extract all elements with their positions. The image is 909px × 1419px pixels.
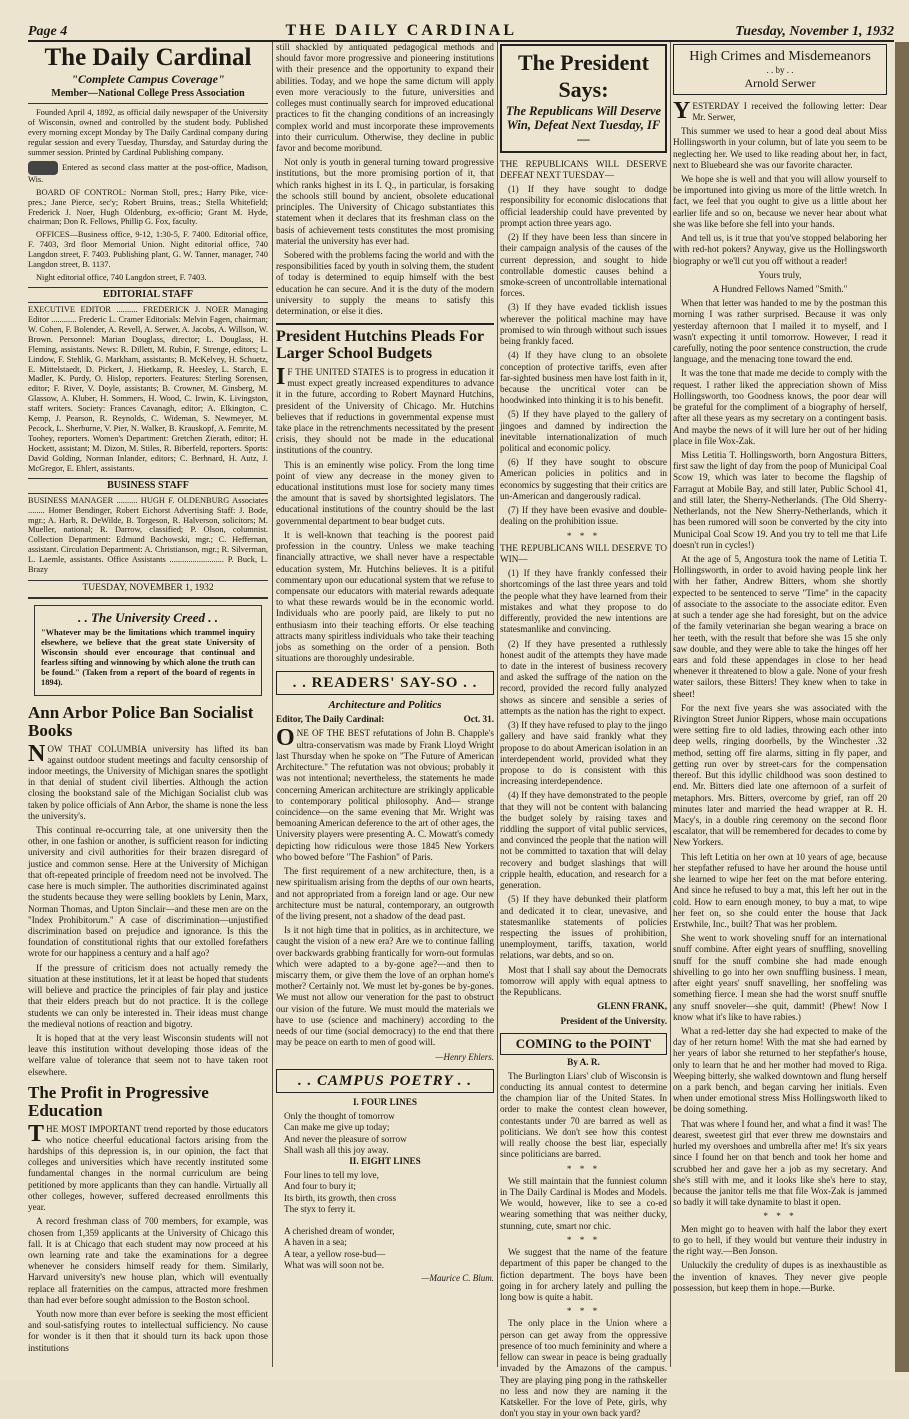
editorial-staff-heading: EDITORIAL STAFF <box>28 287 268 303</box>
column-paragraph: For the next five years she was associated with the Rivington Street Junior Rippers, whose main occupations were setting fire to old ladies, throwing each other into deep wells, ringing doorbells, by the Winchester .32 method, setting off fire alarms, sitting in fly paper, and getting run over by street-cars for the compensation thereof. But this idyllic childhood was soon destined to end. Mr. Bitters died late one afternoon of a surfeit of metaphors. Mrs. Bitters, overcome by grief, ran off 20 minutes later and married the head wrapper at R. H. Macy's, in a double ring ceremony on the second floor escalator, that will be remembered for decades to come by New Yorkers. <box>673 702 887 848</box>
list-item: (3) If they have refused to play to the jingo gallery and have said frankly what they propose to do about American isolation in an interdependent world, provided what they propose to do is consistent with this increasing interdependence. <box>500 720 667 787</box>
column-paragraph: It was the tone that made me decide to comply with the request. I rather liked the appreciation shown of Miss Hollingsworth, too Goodness knows, the poor dear will be grateful for the compliment of a biography of herself, after all these years as my secretary on a contingent basis. And maybe the news of it will lure her out of her hiding place in file Wox-Zak. <box>673 368 887 446</box>
list-item: (1) If they have sought to dodge responsibility for economic dislocations that official leadership could have prevented by prompt action three years ago. <box>500 184 667 228</box>
poem-line: Shall wash all this joy away. <box>284 1144 389 1155</box>
creed-title: . . The University Creed . . <box>77 609 219 625</box>
profit-p2: A record freshman class of 700 members, for example, was chosen from 1,359 applicants at the University of Chicago this fall. It is at Chicago that each student may now proceed at his own learning rate and take the examinations for a degree whenever he considers himself ready for them. Similarly, Harvard university's new house plan, which will eventually replace all fraternities on the campus, attracted more freshmen than had ever before sought admission to the Boston school. <box>28 1216 268 1305</box>
hutchins-p3: It is well-known that teaching is the poorest paid profession in the country. Unless we make teaching financially attractive, we shall never have a respectable education system, Mr. Hutchins believes. It is a pitiful commentary upon our educational system that we refuse to compensate our educators with material rewards adequate to what these rewards would be in the economic world. Individuals who are poorly paid, are likely to put no enthusiasm into their teaching efforts. Or else teaching attracts many spiritless individuals who take their teaching jobs as something on the order of a pension. Both situations are thoroughly undesirable. <box>276 529 494 664</box>
creed-text: "Whatever may be the limitations which trammel inquiry elsewhere, we believe that the great state University of Wisconsin should ever encourage that continual and fearless sifting and winnowing by which alone the truth can be found." (Taken from a report of the board of regents in 1894). <box>41 628 255 687</box>
column-3 <box>500 42 667 1419</box>
architecture-p2: The first requirement of a new architecture, then, is a new spiritualism arising from the depths of our own hearts, and not appropriated from a foreign land or age. Our new architecture must be natural, contemporary, an outgrowth of the living present, not a shadow of the dead past. <box>276 866 494 921</box>
profit-cont-p1: still shackled by antiquated pedagogical methods and should favor more progressive and pioneering institutions with their presence and the opportunity to expand their abilities. Today, and we hope the same dictum will apply even more veraciously to the future, universities and colleges must continually search for improved educational practices to fit the changing conditions of an increasingly complex world and must incorporate these improvements into their curriculum. Otherwise, they decline in public favor and become moribund. <box>276 42 494 153</box>
poem-line: What was will soon not be. <box>284 1259 385 1270</box>
separator: * * * <box>566 1234 601 1245</box>
hutchins-headline: President Hutchins Pleads For Larger School Budgets <box>276 323 494 363</box>
president-says-heading: The President Says: <box>518 50 649 102</box>
column-1 <box>28 42 268 1372</box>
page-edge <box>895 42 909 1372</box>
quote-burke: Unluckily the credulity of dupes is as inexhaustible as the invention of knaves. They never give people possession, but keep them in hope.—Burke. <box>673 1260 887 1293</box>
architecture-heading: Architecture and Politics <box>328 698 442 711</box>
ann-arbor-p3: If the pressure of criticism does not actually remedy the situation at these institutions, let it at least be hoped that students will believe and practice the principles of fair play and justice that their elders preach but do not practice. It is the college students we can only be interested in. Their ideas must change the medieval notions of reaction and bigotry. <box>28 962 268 1029</box>
paper-motto: "Complete Campus Coverage" <box>71 71 225 86</box>
ann-arbor-p1-text: OW THAT COLUMBIA university has lifted its ban against outdoor student meetings and faculty censorship of indoor meetings, the University of Michigan snares the spotlight in that denial of student civil liberties. Although the action closing the bookstand sale of the Michigan Socialist club was taken by police officials of Ann Arbor, the shame is none the less the university's. <box>28 743 268 821</box>
point-paragraph: We suggest that the name of the feature department of this paper be changed to the fiction department. The boys have been going in for archery lately and pulling the long bow is quite a habit. <box>500 1247 667 1302</box>
crimes-box <box>673 44 887 95</box>
offices-note: OFFICES—Business office, 9-12, 1:30-5, F. 7400. Editorial office, F. 7403, 3rd floor Memorial Union. Night editorial office, 740 Langdon street, F. 7403. Publishing plant, G. W. Tanner, manager, 740 Langdon street, B. 1137. <box>28 230 268 270</box>
entry-note <box>28 161 268 185</box>
list-item: (4) If they have demonstrated to the people that they will not be content with balancing the budget solely by raising taxes and riddling the support of vital public services, and convinced the people that the nation will not be committed to taxation that will delay recovery and budget slashings that will cripple health, education, and research for a generation. <box>500 790 667 891</box>
entry-text: Entered as second class matter at the post-office, Madison, Wis. <box>28 162 268 184</box>
poem-2 <box>276 1170 494 1271</box>
win-items <box>500 568 667 961</box>
letter-p1 <box>673 97 887 124</box>
date-line: TUESDAY, NOVEMBER 1, 1932 <box>28 580 268 599</box>
salutation-text: Editor, The Daily Cardinal: <box>276 714 385 725</box>
poem-1-title: I. FOUR LINES <box>352 1096 418 1107</box>
president-says-subhead: The Republicans Will Deserve Win, Defeat Next Tuesday, IF— <box>505 103 662 147</box>
letter-sign-2: A Hundred Fellows Named "Smith." <box>712 283 848 294</box>
list-item: (5) If they have played to the gallery of jingoes and damned by indirection the inevitable internationalization of much political and economic policy. <box>500 409 667 454</box>
night-office: Night editorial office, 740 Langdon street, F. 7403. <box>36 273 207 282</box>
seal-icon <box>28 161 58 175</box>
ann-arbor-p4: It is hoped that at the very least Wisconsin students will not leave this institution without developing those ideas of the welfare value of tolerance that seem not to have taken root elsewhere. <box>28 1032 268 1077</box>
poem-line <box>284 1215 494 1226</box>
point-paragraph: The Burlington Liars' club of Wisconsin is conducting its annual contest to determine the champion liar of the United States. In order to make the contest clean however, contestants under 70 are barred as well as politicians. We don't see how this contest will really choose the best liar, especially since politicians are barred. <box>500 1070 667 1160</box>
point-paragraphs <box>500 1071 667 1419</box>
membership-line: Member—National College Press Association <box>28 88 268 104</box>
letter-salutation <box>276 714 494 725</box>
business-staff-list: BUSINESS MANAGER .......... HUGH F. OLDENBURG Associates ........ Homer Bendinger, Robert Eichorst Advertising Staff: J. Bode, mgr.; A. Harb, R. DeWilde, B. Torgeson, R. Halverson, solicitors; M. Mueller, national; R. Darrow, classified; P. Olson, columnist. Collection Department: Edmund Bachowski, mgr.; C. Heffernan, assistant. Circulation Department: A. Christianson, mgr.; R. Silverman, L. Laemle, assistants. Office Assistants .......................... P. Buck, L. Brazy <box>28 495 268 575</box>
list-item: (2) If they have been less than sincere in their campaign analysis of the causes of the current depression, and sought to hide controllable domestic causes behind a smoke-screen of uncontrollable international forces. <box>500 232 667 299</box>
letter-p4: And tell us, is it true that you've stopped belaboring her with red-hot pokers? Anyway, give us the Hollingsworth biography or we'll cut you off without a reader! <box>673 233 887 266</box>
point-byline: By A. R. <box>567 1056 600 1067</box>
list-item: (2) If they have presented a ruthlessly honest audit of the attempts they have made to date in the interest of business recovery and asked the suffrage of the nation on the record, provided the record fully analyzed shows as sincere and sensible a series of attempts as the nation has the right to expect. <box>500 638 667 716</box>
editorial-staff-list: EXECUTIVE EDITOR .......... FREDERICK J. NOER Managing Editor ............ Frederic L. Cramer Editorials: Melvin Fagen, chairman; W. Cohen, F. Bolender, A. Revell, A. Serwer, A. Jacobs, A. Willson, W. Brown. Personnel: Marian Douglass, director; L. Douglass, H. Fleming, assistants. News: R. Dillett, M. Rubin, F. Strenge, editors; L. Lindow, F. Stehlik, G. Markham, assistants; B. McKelvey, H. Schuetz, E. Mittelstaedt, D. Pickert, J. Hietkamp, R. Heesley, L. Starch, E. Madler, K. Purdy, O. Hislop, reporters. Features: Sterling Sorensen, editor; F. River, V. Doyle, assistants; B. Crowner, M. Ginsberg, M. Glassow, A. Kluber, H. Sommers, H. Wood, C. Irwin, K. Livingston, staff writers. Society: Frances Cavanagh, editor; A. Elkington, C. Kemp, J. Pearson, R. Reynolds, C. Wideman, S. Newmeyer, M. Pecock, L. Sherburne, V. Pier, N. Walker, B. Krauskopf, A. Femrite, M. Toohey, reporters. Women's Department: Gretchen Zierath, editor; H. Hockett, assistant; M. Dizon, M. Stiles, R. Biberfeld, reporters. Sports: David Golding, Norman Inlander, editors; C. Berhnard, H. Autz, J. McGregor, E. Ehlert, assistants. <box>28 305 268 473</box>
profit-p3: Youth now more than ever before is seeking the most efficient and soul-satisfying routes to intellectual sufficiency. No cause for wonder is it then that it should turn its back upon those institutions <box>28 1309 268 1353</box>
profit-headline: The Profit in Progressive Education <box>28 1082 209 1120</box>
architecture-p3: Is it not high time that in politics, as in architecture, we caught the vision of a new era? Are we to continue falling over backwards grabbing frantically for worn-out formulas which were adapted to a by-gone age?—and then to miscarry them, or give them the love of an orphan home's mother? Certainly not. We must let by-gones be by-gones. We must not allow our veneration for the past to obstruct our vision of the future. We must mould the materials we have to use (science and machinery) according to the needs of our time (social democracy) to the end that there may be peace on earth to men of good will. <box>276 925 494 1048</box>
drop-cap: I <box>276 363 286 390</box>
architecture-p1-text: NE OF THE BEST refutations of John B. Chapple's ultra-conservatism was made by Frank Lloyd Wright last Thursday when he spoke on "The Future of American Architecture." The refutation was not obvious; probably it was not intentional; nevertheless, the statements he made concerning American architecture are strikingly applicable to contemporary political philosophy. And— strange coincidence—on the same evening that Mr. Wright was bemoaning American deference to the art of other ages, the University players were presenting A. C. Mowatt's comedy depicting how ridiculous were those 1845 New Yorkers who bowed before "The Fashion" of Paris. <box>276 728 494 862</box>
list-item: (4) If they have clung to an obsolete conception of protective tariffs, even after far-sighted business men have lost faith in it, because the uncritical voter can be hoodwinked into thinking it is to his benefit. <box>500 350 667 406</box>
profit-cont-p2: Not only is youth in general turning toward progressive institutions, but the more promising portion of it, that which ranks highest in its I. Q., in particular, is forsaking the schools still bound by ancient, obsolete educational principles. The University of Chicago substantiates this statement when it declares that its freshman class on the basis of achievement tests constitutes the most promising material the university has ever had. <box>276 157 494 246</box>
poem-line: Its birth, its growth, then cross <box>284 1192 397 1203</box>
list-item: (3) If they have evaded ticklish issues wherever the political machine may have promised to win through without such issues being frankly faced. <box>500 302 667 347</box>
readers-say-so-heading: . . READERS' SAY-SO . . <box>276 671 494 695</box>
column-paragraph: She went to work shoveling snuff for an international snuff combine. After eight years of snuffling, snovelling snuff for the snuff combine she had made enough shivelling to go into her own snuffling business. I mean, after eight years' snuff snavelling, her snoffeling was something fierce. I mean she had the worst snuff snuffle any snuff snoveler—she quit, dammit! (Phew! Now I know what it's like to have rabies.) <box>673 933 887 1022</box>
crimes-by: . . by . . <box>766 65 794 76</box>
creed-box <box>34 605 262 696</box>
poem-1 <box>276 1111 494 1156</box>
poem-line: A cherished dream of wonder, <box>284 1226 395 1237</box>
architecture-signature: —Henry Ehlers. <box>435 1051 494 1062</box>
poem-line: Can make me give up today; <box>284 1122 390 1133</box>
drop-cap: T <box>28 1120 45 1147</box>
ann-arbor-headline: Ann Arbor Police Ban Socialist Books <box>28 702 254 740</box>
column-rule <box>670 42 671 1367</box>
letter-p1-text: ESTERDAY I received the following letter: Dear Mr. Serwer, <box>692 100 887 122</box>
win-intro: THE REPUBLICANS WILL DESERVE TO WIN— <box>500 542 667 564</box>
poem-2-title: II. EIGHT LINES <box>349 1155 421 1166</box>
crimes-author: Arnold Serwer <box>744 76 816 91</box>
list-item: (1) If they have frankly confessed their shortcomings of the last three years and told the people what they have learned from their mistakes and what they propose to do differently, provided the new intentions are statesmanlike and convincing. <box>500 568 667 635</box>
campus-poetry-heading: . . CAMPUS POETRY . . <box>276 1069 494 1093</box>
drop-cap: O <box>276 725 295 752</box>
president-says-box <box>500 44 667 153</box>
separator: * * * <box>566 1163 601 1174</box>
profit-p1 <box>28 1120 268 1214</box>
ann-arbor-p1 <box>28 740 268 823</box>
president-title: President of the University. <box>560 1015 667 1026</box>
column-paragraph: That was where I found her, and what a find it was! The dearest, sweetest girl that ever threw me downstairs and hurled my overshoes and umbrella after me! It's six years since I found her on that bench and took her home and scrubbed her and gave her a job as my secretary. And she's still with me, and it looks like she's here to stay, because the janitor tells me that file Wox-Zak is jammed so badly it will take dynamite to blast it open. <box>673 1118 887 1208</box>
column-rule <box>497 42 498 1367</box>
hutchins-p2: This is an eminently wise policy. From the long time point of view any decrease in the money given to educational institutions must lose for society many times the amount that is saved by shortsighted legislators. The educational institutions of the country should be the last governmental department to bear budget cuts. <box>276 459 494 526</box>
separator: * * * <box>763 1211 797 1222</box>
point-paragraph: The only place in the Union where a person can get away from the oppressive presence of too much femininity and where a fellow can swear in peace is being gradually invaded by the Amazons of the campus. They are playing ping pong in the rathskeller no less and now they are naming it the Katskeller. For the love of Pete, girls, why don't you stay in your own back yard? <box>500 1318 667 1419</box>
poem-line: And never the pleasure of sorrow <box>284 1133 407 1144</box>
hutchins-p1-text: F THE UNITED STATES is to progress in education it must expect greatly increased expenditures to advance it in the future, according to Robert Maynard Hutchins, president of the University of Chicago. Mr. Hutchins believes that if reductions in governmental expense must take place in the retrenchments necessitated by the present crisis, they should not be made in the educational institutions of the country. <box>276 366 494 456</box>
business-staff-heading: BUSINESS STAFF <box>28 478 268 494</box>
newspaper-name: THE DAILY CARDINAL <box>285 22 517 39</box>
architecture-p1 <box>276 725 494 863</box>
defeat-items <box>500 184 667 527</box>
column-paragraph: When that letter was handed to me by the postman this morning I was rather surprised. Because it was only yesterday afternoon that I mailed it to myself, and I wasn't expecting it until tomorrow. However, I read it carefully, noting the poor sentence construction, the crude language, and the menacing tone toward the end. <box>673 298 887 365</box>
paper-title: The Daily Cardinal <box>44 44 252 71</box>
founded-note: Founded April 4, 1892, as official daily newspaper of the University of Wisconsin, owned and controlled by the student body. Published every morning except Monday by The Daily Cardinal company during regular session and every Tuesday, Thursday, and Saturday during the summer session. Printed by Cardinal Publishing company. <box>28 108 268 157</box>
president-closing: Most that I shall say about the Democrats tomorrow will apply with equal aptness to the Republicans. <box>500 964 667 998</box>
poem-line: The styx to ferry it. <box>284 1203 356 1214</box>
column-4 <box>673 42 887 1372</box>
list-item: (6) If they have sought to obscure American policies in politics and in economics by suggesting that their critics are un-American and dangerously radical. <box>500 457 667 501</box>
column-paragraph: At the age of 5, Angostura took the name of Letitia T. Hollingsworth, in order to avoid having people link her with her father, Andrew Bitters, whom she shortly expected to be sentenced to serve "Time" in the capacity of associate to the associate to the associate editor. Even at such a tender age she had foresight, but on the advice of the family veterinarian she began wearing a brace on her teeth, with the result that before she was 15 she only saw double, and they were able to take the hinges off her ears and fold these appendages in close to her head whenever it threatened to blow a gale. None of your fresh water sailors, these Bitters! They knew when to take in sheet! <box>673 553 887 699</box>
letter-date: Oct. 31. <box>463 714 494 725</box>
issue-date: Tuesday, November 1, 1932 <box>735 24 894 39</box>
ann-arbor-p2: This continual re-occurring tale, at one university then the other, in one fashion or another, is sufficient reason for indicting university and civil authorities for their brazen disregard of justice and common sense. Here at the University of Michigan that oft-repeated principle of freedom need not be involved. The case here is much simpler. The authorities discriminated against the students because they were selling booklets by Lenin, Marx, Norman Thomas, and Upton Sinclair—and these men are on the "Index Prohibitorum." A case of discrimination—unjustified discrimination based on prejudice and ignorance. Is this the foundation of constitutional rights that our extolled forefathers wrote for our happiness a century and a half ago? <box>28 825 268 959</box>
hutchins-p1 <box>276 363 494 457</box>
separator: * * * <box>566 1306 601 1317</box>
poem-line: Four lines to tell my love, <box>284 1170 379 1181</box>
poem-signature: —Maurice C. Blum. <box>421 1273 494 1284</box>
president-signature: GLENN FRANK, <box>597 1001 667 1012</box>
coming-to-point-heading: COMING to the POINT <box>500 1033 667 1055</box>
column-body <box>673 298 887 1208</box>
list-item: (5) If they have debunked their platform and dedicated it to clear, unevasive, and statesmanlike statements of policies respecting the issues of prohibition, unemployment, tariffs, taxation, world relations, war debts, and so on. <box>500 894 667 961</box>
column-rule <box>272 42 273 1367</box>
letter-p2: This summer we used to hear a good deal about Miss Hollingsworth in your column, but of late you seem to be neglecting her. We used to like reading about her, in fact, next to Bluebeard she was our favorite character. <box>673 126 887 170</box>
board-of-control: BOARD OF CONTROL: Norman Stoll, pres.; Harry Pike, vice-pres.; Jane Pierce, sec'y; Robert Bruins, treas.; Stella Whitefield; Frederick J. Noer, Hugh Oldenburg, ex-officio; Grant M. Hyde, chairman; Don R. Fellows, Phillip G. Fox, faculty. <box>28 187 268 227</box>
letter-p3: We hope she is well and that you will allow yourself to be importuned into giving us more of the little wretch. In fact, we feel that you ought to give us a little about her earlier life and so on, because we never hear about what she was like before she fell into your hands. <box>673 173 887 229</box>
poem-line: And four to bury it; <box>284 1181 356 1192</box>
column-paragraph: What a red-letter day she had expected to make of the day of her return home! With the mat she had earned by her years of labor she returned to her stepfather's house, only to learn that he and her mother had moved to Riga. Weeping bitterly, she walked downtown and flung herself on a park bench, and began carving her initials. Even when under emotional stress Miss Hollingsworth liked to be doing something. <box>673 1025 887 1115</box>
point-paragraph: We still maintain that the funniest column in The Daily Cardinal is Modes and Models. We would, however, like to see a co-ed wearing something that was neither ducky, stunning, cute, smart nor chic. <box>500 1175 667 1231</box>
poem-line: A haven in a sea; <box>284 1237 347 1248</box>
profit-p1-text: HE MOST IMPORTANT trend reported by those educators who notice cheerful educational factors arising from the hardships of this depression is, in our opinion, the fact that colleges and universities which have recently instituted some fundamental changes in the normal curriculum are being petitioned by more applicants than they can handle. Virtually all other colleges, however, suffered decreased enrollments this year. <box>28 1123 268 1213</box>
masthead <box>28 18 894 42</box>
poem-line: A tear, a yellow rose-bud— <box>284 1248 386 1259</box>
column-paragraph: This left Letitia on her own at 10 years of age, because her stepfather refused to have her around the house until she learned to wipe her feet on the mat before entering. And since he refused to buy a mat, this left her out in the cold. How to earn enough money, to buy a mat, to wipe her feet on, so she could enter the house that Jack Erstwhile, Inc., built? That was her problem. <box>673 851 887 929</box>
list-item: (7) If they have been evasive and double-dealing on the prohibition issue. <box>500 505 667 527</box>
page-number: Page 4 <box>28 24 68 39</box>
defeat-intro: THE REPUBLICANS WILL DESERVE DEFEAT NEXT TUESDAY— <box>500 158 667 180</box>
crimes-heading: High Crimes and Misdemeanors <box>689 49 871 64</box>
column-paragraph: Miss Letitia T. Hollingsworth, born Angostura Bitters, first saw the light of day from the poop of Municipal Coal Scow 19, which was later to become the flagship of Farragut at Mobile Bay, and still later, Public School 41, and still later, the Sherry-Netherlands. (The Old Sherry-Netherlands, not the New Sherry-Netherlands, which it has been rumored will soon be converted by the city into Municipal Coal Scow 19. And you try to tell me that Life doesn't run in cycles!) <box>673 450 887 550</box>
quote-jonson: Men might go to heaven with half the labor they exert to go to hell, if they would but venture their industry in the right way.—Ben Jonson. <box>673 1223 887 1257</box>
letter-sign-1: Yours truly, <box>758 269 802 280</box>
drop-cap: N <box>28 740 46 767</box>
poem-line: Only the thought of tomorrow <box>284 1111 395 1122</box>
separator: * * * <box>566 530 601 541</box>
column-2 <box>276 42 494 1372</box>
drop-cap: Y <box>673 97 691 124</box>
profit-cont-p3: Sobered with the problems facing the world and with the responsibilities faced by youth in solving them, the student of today is determined to equip himself with the best education he can secure. And it is the duty of the modern university to supply the means to satisfy this determination, or else it dies. <box>276 249 494 317</box>
